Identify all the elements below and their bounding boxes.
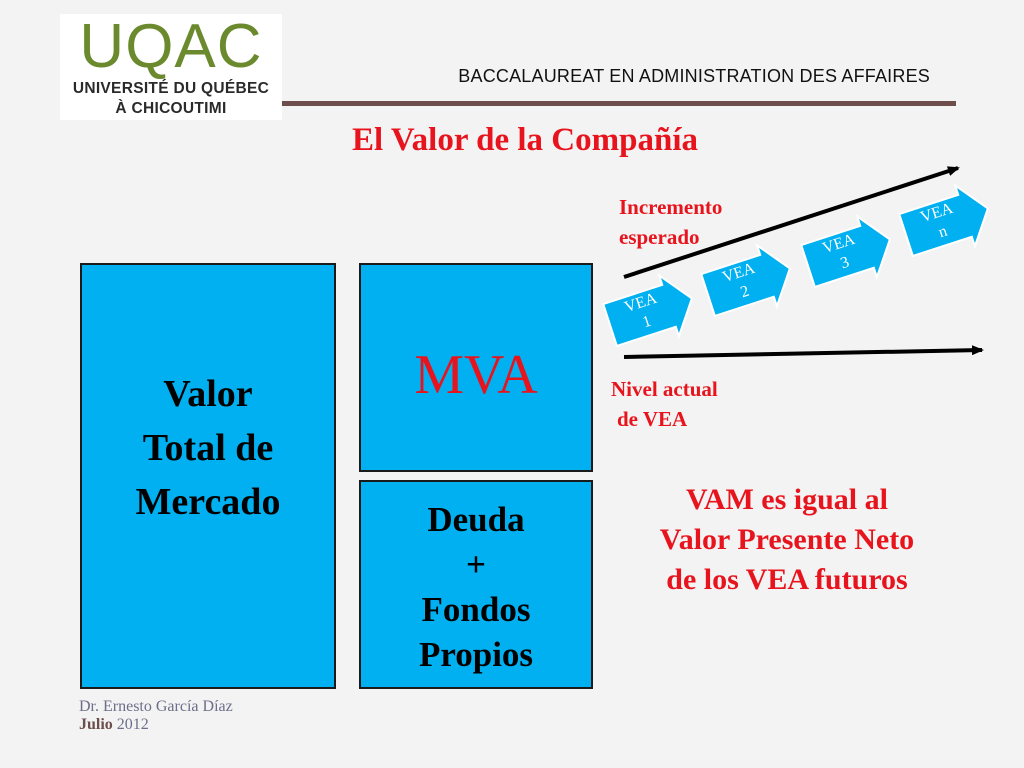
deuda-line: + bbox=[466, 544, 486, 584]
footer-month: Julio bbox=[79, 716, 113, 733]
mva-label: MVA bbox=[414, 344, 538, 406]
footer-year: 2012 bbox=[116, 716, 149, 733]
incremento-esperado-label: Incremento esperado bbox=[619, 195, 723, 249]
nivel-actual-arrow bbox=[624, 350, 982, 357]
vea-2-label: VEA 2 bbox=[720, 259, 758, 302]
vam-statement: VAM es igual al Valor Presente Neto de los VEA futuros bbox=[659, 483, 915, 596]
vea-n-label: VEA n bbox=[918, 199, 956, 242]
logo-mark: UQAC bbox=[79, 12, 263, 81]
valor-total-line: Mercado bbox=[135, 481, 281, 523]
slide-title: El Valor de la Compañía bbox=[352, 122, 698, 158]
program-title: BACCALAUREAT EN ADMINISTRATION DES AFFAIRES bbox=[458, 66, 930, 86]
valor-total-line: Valor bbox=[163, 373, 253, 415]
footer-date bbox=[79, 716, 149, 734]
nivel-actual-label: Nivel actual de VEA bbox=[611, 377, 718, 431]
valor-total-line: Total de bbox=[142, 427, 274, 469]
logo-line-1: UNIVERSITÉ DU QUÉBEC bbox=[72, 80, 270, 97]
logo-line-2: À CHICOUTIMI bbox=[115, 100, 227, 117]
deuda-line: Propios bbox=[418, 634, 534, 674]
deuda-line: Deuda bbox=[427, 499, 525, 539]
deuda-line: Fondos bbox=[421, 589, 531, 629]
vea-3-label: VEA 3 bbox=[820, 230, 858, 273]
vea-1-label: VEA 1 bbox=[622, 289, 660, 332]
footer-author: Dr. Ernesto García Díaz bbox=[79, 698, 233, 715]
